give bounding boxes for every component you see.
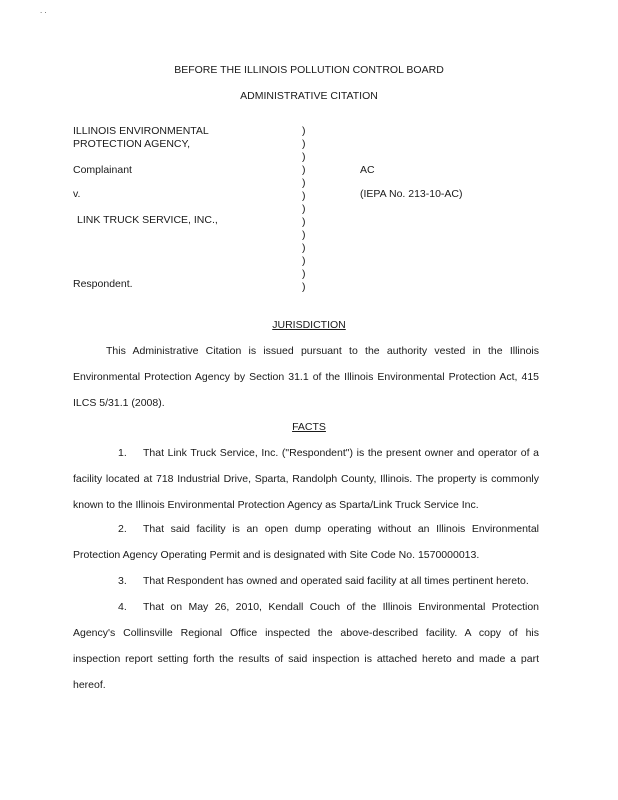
fact-line: That said facility is an open dump operating without an Illinois Environmental xyxy=(143,523,539,535)
fact-line: facility located at 718 Industrial Drive, Sparta, Randolph County, Illinois. The property is commonly xyxy=(73,473,539,485)
jurisdiction-heading: JURISDICTION xyxy=(272,319,346,331)
caption-paren: ) xyxy=(302,138,306,150)
facts-heading: FACTS xyxy=(292,421,326,433)
complainant-name-line2: PROTECTION AGENCY, xyxy=(73,138,191,150)
caption-paren: ) xyxy=(302,190,306,202)
iepa-number: (IEPA No. 213-10-AC) xyxy=(360,188,463,200)
jurisdiction-line: This Administrative Citation is issued pursuant to the authority vested in the Illinois xyxy=(106,345,539,357)
case-type: AC xyxy=(360,164,375,176)
caption-paren: ) xyxy=(302,281,306,293)
citation-title: ADMINISTRATIVE CITATION xyxy=(240,90,378,102)
caption-paren: ) xyxy=(302,125,306,137)
fact-line: That on May 26, 2010, Kendall Couch of the Illinois Environmental Protection xyxy=(143,601,539,613)
caption-paren: ) xyxy=(302,255,306,267)
fact-number: 1. xyxy=(118,447,127,459)
respondent-label: Respondent. xyxy=(73,278,133,290)
jurisdiction-line: Environmental Protection Agency by Section 31.1 of the Illinois Environmental Protection Act, 415 xyxy=(73,371,539,383)
fact-line: hereof. xyxy=(73,679,106,691)
caption-paren: ) xyxy=(302,229,306,241)
complainant-name-line1: ILLINOIS ENVIRONMENTAL xyxy=(73,125,209,137)
caption-paren: ) xyxy=(302,151,306,163)
caption-paren: ) xyxy=(302,203,306,215)
caption-paren: ) xyxy=(302,242,306,254)
caption-paren: ) xyxy=(302,177,306,189)
respondent-name: LINK TRUCK SERVICE, INC., xyxy=(77,214,218,226)
fact-line: inspection report setting forth the results of said inspection is attached hereto and made a part xyxy=(73,653,539,665)
caption-paren: ) xyxy=(302,216,306,228)
caption-paren: ) xyxy=(302,164,306,176)
board-title: BEFORE THE ILLINOIS POLLUTION CONTROL BOARD xyxy=(174,64,444,76)
jurisdiction-line: ILCS 5/31.1 (2008). xyxy=(73,397,165,409)
fact-number: 3. xyxy=(118,575,127,587)
scan-speck: . . xyxy=(40,6,47,15)
fact-line: Protection Agency Operating Permit and is designated with Site Code No. 1570000013. xyxy=(73,549,480,561)
fact-line: That Respondent has owned and operated said facility at all times pertinent hereto. xyxy=(143,575,529,587)
versus: v. xyxy=(73,188,81,200)
fact-line: known to the Illinois Environmental Protection Agency as Sparta/Link Truck Service Inc. xyxy=(73,499,479,511)
fact-line: That Link Truck Service, Inc. ("Respondent") is the present owner and operator of a xyxy=(143,447,539,459)
complainant-label: Complainant xyxy=(73,164,132,176)
caption-paren: ) xyxy=(302,268,306,280)
fact-line: Agency's Collinsville Regional Office inspected the above-described facility. A copy of his xyxy=(73,627,539,639)
fact-number: 2. xyxy=(118,523,127,535)
fact-number: 4. xyxy=(118,601,127,613)
